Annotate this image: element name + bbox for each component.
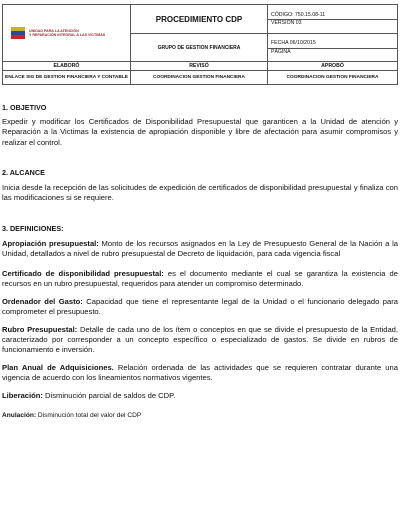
definition-term: Rubro Presupuestal:	[2, 324, 78, 334]
sig-head-aprobo: APROBÓ	[268, 62, 398, 71]
definition-term: Plan Anual de Adquisiciones.	[2, 362, 114, 372]
logo-text-line-2: Y REPARACIÓN INTEGRAL A LAS VÍCTIMAS	[29, 33, 106, 37]
definition-text: Monto de los recursos asignados en la Ley de Presupuesto General de la Nación a la Unidad, detallados a nivel de rubro presupuestal de Decreto de liquidación, para cada vigencia fiscal	[2, 239, 398, 259]
sig-head-reviso: REVISÓ	[131, 62, 268, 71]
meta-pagina: PÁGINA	[268, 48, 397, 55]
definition-item	[2, 297, 398, 318]
definition-item	[2, 269, 398, 290]
definition-item	[2, 325, 398, 356]
section-title-definiciones: 3. DEFINICIONES:	[2, 224, 64, 233]
document-header-table	[2, 4, 398, 85]
definition-text: Disminución total del valor del CDP	[36, 411, 142, 419]
logo-text-line-1: UNIDAD PARA LA ATENCIÓN	[29, 28, 79, 33]
definition-text: Detalle de cada uno de los ítem o conceptos en que se divide el presupuesto de la Entidad, caracterizado por corresponder a un concepto específico o especializado de gastos. Se divide en rubros de funcionamiento e inversión.	[2, 324, 398, 355]
definition-term: Ordenador del Gasto:	[2, 297, 83, 307]
definitions-list	[2, 239, 398, 421]
section-title-alcance: 2. ALCANCE	[2, 168, 45, 177]
section-text-alcance: Inicia desde la recepción de las solicitudes de expedición de certificados de disponibilidad presupuestal y finaliza con las modificaciones si se requiere.	[2, 183, 398, 203]
sig-head-elaboro: ELABORÓ	[3, 62, 131, 71]
group-name: GRUPO DE GESTION FINANCIERA	[131, 34, 268, 62]
section-text-objetivo: Expedir y modificar los Certificados de Disponibilidad Presupuestal que garanticen a la Unidad de atención y Reparación a la Victimas la existencia de apropiación disponible y libre de afectación para asumir compromisos y realizar el control.	[2, 117, 398, 147]
definition-item	[2, 239, 398, 260]
meta-fecha: FECHA 06/10/2015	[271, 40, 316, 46]
definition-item	[2, 391, 398, 401]
meta-version: VERSIÓN 03	[268, 19, 397, 26]
sig-value-reviso: COORDINACION GESTION FINANCIERA	[131, 71, 268, 85]
flag-seal-icon	[11, 27, 25, 39]
definition-term: Liberación:	[2, 391, 43, 401]
meta-fecha-pagina	[268, 34, 398, 62]
meta-codigo: CÓDIGO: 750.15.08-11	[271, 12, 326, 18]
definition-term: Certificado de disponibilidad presupuestal:	[2, 268, 164, 278]
logo-cell	[3, 5, 131, 62]
meta-codigo-version	[268, 5, 398, 34]
definition-text: Disminución parcial de saldos de CDP.	[42, 391, 176, 401]
document-title: PROCEDIMIENTO CDP	[131, 5, 268, 34]
definition-term: Apropiación presupuestal:	[2, 239, 99, 248]
institution-logo	[3, 27, 130, 39]
section-title-objetivo: 1. OBJETIVO	[2, 103, 47, 112]
definition-text: es el documento mediante el cual se garantiza la existencia de recursos en un rubro presupuestal, requeridos para atender un compromiso determinado.	[2, 268, 398, 288]
definition-term: Anulación:	[2, 411, 37, 419]
definition-text: Capacidad que tiene el representante legal de la Unidad o el funcionario delegado para comprometer el presupuesto.	[2, 297, 398, 317]
definition-text: Relación ordenada de las actividades que se requieren contratar durante una vigencia de acuerdo con los lineamientos normativos vigentes.	[2, 362, 398, 382]
definition-item	[2, 411, 398, 421]
sig-value-aprobo: COORDINACION GESTION FINANCIERA	[268, 71, 398, 85]
definition-item	[2, 363, 398, 384]
sig-value-elaboro: ENLACE SIG DE GESTION FINANCIERA Y CONTABLE	[3, 71, 131, 85]
